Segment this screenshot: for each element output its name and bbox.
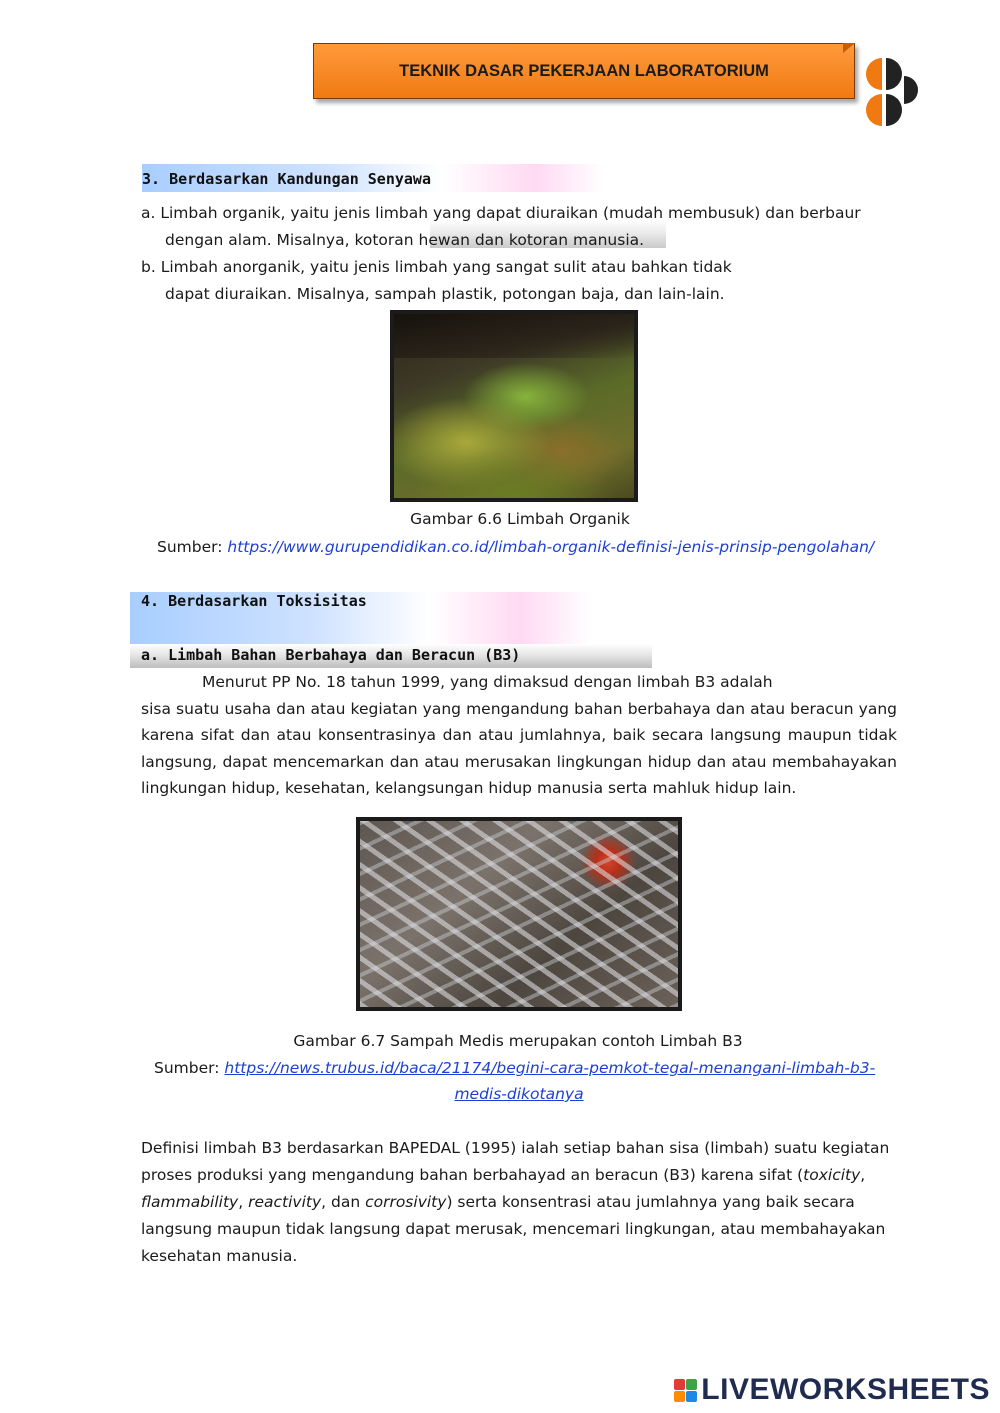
medical-waste-photo: [356, 817, 682, 1011]
brand-text: LIVEWORKSHEETS: [701, 1373, 990, 1406]
banner-fold: [843, 43, 855, 53]
term-reactivity: reactivity: [248, 1193, 322, 1211]
section3-item-b-line1: b. Limbah anorganik, yaitu jenis limbah yang sangat sulit atau bahkan tidak: [141, 258, 732, 276]
header-banner: [313, 43, 855, 99]
source-label: Sumber:: [154, 1059, 225, 1077]
b3-para-line5: lingkungan hidup, kesehatan, kelangsungan hidup manusia serta mahluk hidup lain.: [141, 779, 797, 797]
definition-text: ,: [238, 1193, 249, 1211]
figure-6-7-caption: Gambar 6.7 Sampah Medis merupakan contoh Limbah B3: [293, 1032, 743, 1050]
bin-lid: [394, 314, 634, 358]
definition-text: ,: [860, 1166, 866, 1184]
header-title: TEKNIK DASAR PEKERJAAN LABORATORIUM: [399, 61, 769, 80]
source-link-medical-cont[interactable]: medis-dikotanya: [454, 1085, 584, 1103]
organic-waste-photo: [390, 310, 638, 502]
definition-line1: Definisi limbah B3 berdasarkan BAPEDAL (1995) ialah setiap bahan sisa (limbah) suatu kegiatan: [141, 1139, 890, 1157]
term-corrosivity: corrosivity: [365, 1193, 447, 1211]
b3-para-line2: sisa suatu usaha dan atau kegiatan yang mengandung bahan berbahaya dan atau beracun yang: [141, 700, 897, 718]
definition-text: proses produksi yang mengandung bahan berbahayad an beracun (B3) karena sifat (: [141, 1166, 804, 1184]
definition-text: ) serta konsentrasi atau jumlahnya yang baik secara: [446, 1193, 855, 1211]
section4-heading: 4. Berdasarkan Toksisitas: [141, 592, 367, 610]
b3-para-line1: Menurut PP No. 18 tahun 1999, yang dimaksud dengan limbah B3 adalah: [202, 673, 773, 691]
source-label: Sumber:: [157, 538, 228, 556]
definition-line4: langsung maupun tidak langsung dapat merusak, mencemari lingkungan, atau membahayakan: [141, 1220, 886, 1238]
section3-item-a-line1: a. Limbah organik, yaitu jenis limbah yang dapat diuraikan (mudah membusuk) dan berbaur: [141, 204, 861, 222]
definition-line3: [141, 1193, 855, 1211]
source-link-medical[interactable]: https://news.trubus.id/baca/21174/begini-cara-pemkot-tegal-menangani-limbah-b3-: [224, 1059, 876, 1077]
definition-line2: [141, 1166, 865, 1184]
section3-item-a-line2: dengan alam. Misalnya, kotoran hewan dan kotoran manusia.: [165, 231, 645, 249]
b3-para-line3: karena sifat dan atau konsentrasinya dan atau jumlahnya, baik secara langsung maupun tidak: [141, 726, 897, 744]
source-link-organic[interactable]: https://www.gurupendidikan.co.id/limbah-organik-definisi-jenis-prinsip-pengolahan/: [227, 538, 875, 556]
liveworksheets-brand[interactable]: [674, 1373, 990, 1407]
section4-subheading: a. Limbah Bahan Berbahaya dan Beracun (B3): [141, 646, 521, 664]
section3-item-b-line2: dapat diuraikan. Misalnya, sampah plastik, potongan baja, dan lain-lain.: [165, 285, 725, 303]
figure-6-6-source: [157, 538, 874, 556]
figure-6-7-source: [154, 1059, 875, 1077]
term-flammability: flammability: [141, 1193, 239, 1211]
figure-6-7-source-cont: [0, 1085, 1000, 1103]
b3-para-line4: langsung, dapat mencemarkan dan atau merusakan lingkungan hidup dan atau membahayakan: [141, 753, 897, 771]
term-toxicity: toxicity: [803, 1166, 861, 1184]
section3-heading: 3. Berdasarkan Kandungan Senyawa: [142, 170, 431, 188]
figure-6-6-caption: Gambar 6.6 Limbah Organik: [410, 510, 630, 528]
definition-text: , dan: [321, 1193, 366, 1211]
definition-line5: kesehatan manusia.: [141, 1247, 298, 1265]
publisher-logo-icon: [860, 52, 922, 134]
liveworksheets-logo-icon: [674, 1379, 697, 1402]
